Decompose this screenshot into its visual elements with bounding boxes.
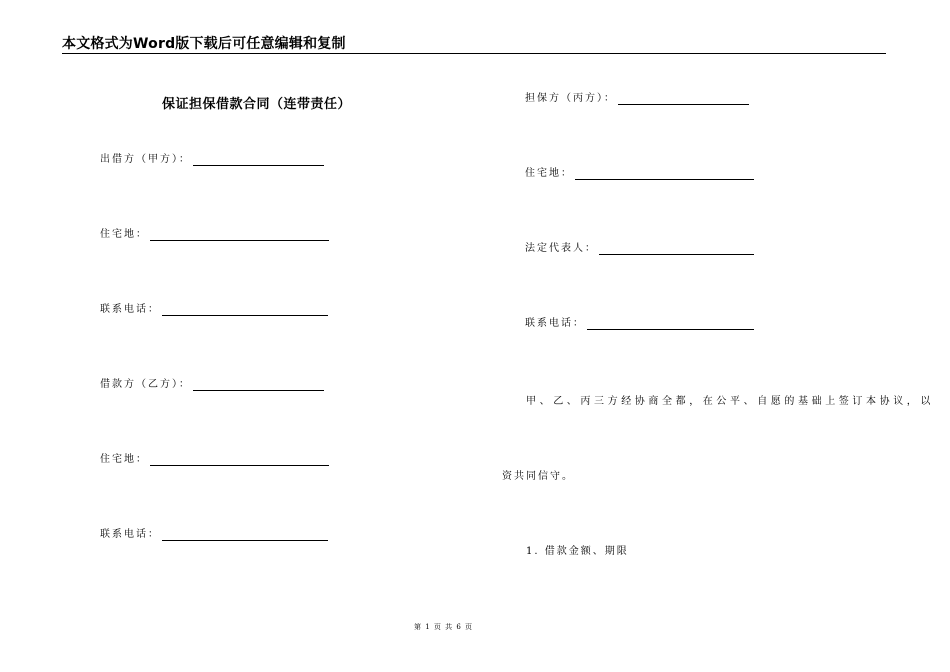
guarantor-label: 担保方（丙方）： <box>525 93 616 104</box>
lender-phone-blank-line[interactable] <box>162 305 328 316</box>
legal-representative-field <box>525 243 754 255</box>
agreement-paragraph-line2: 资共同信守。 <box>502 471 574 482</box>
guarantor-phone-field <box>525 318 754 330</box>
page-number-footer: 第 1 页 共 6 页 <box>414 623 474 631</box>
lender-label: 出借方（甲方）： <box>100 154 191 165</box>
document-title: 保证担保借款合同（连带责任） <box>162 97 352 112</box>
guarantor-field <box>525 93 749 105</box>
legal-representative-label: 法定代表人： <box>525 243 597 254</box>
agreement-paragraph-line1: 甲、乙、丙三方经协商全都，在公平、自愿的基础上签订本协议，以 <box>526 396 934 407</box>
borrower-phone-field <box>100 529 328 541</box>
borrower-label: 借款方（乙方）： <box>100 379 191 390</box>
lender-address-field <box>100 229 329 241</box>
lender-blank-line[interactable] <box>193 155 324 166</box>
lender-phone-field <box>100 304 328 316</box>
lender-address-blank-line[interactable] <box>150 230 329 241</box>
lender-phone-label: 联系电话： <box>100 304 160 315</box>
borrower-address-field <box>100 454 329 466</box>
guarantor-address-label: 住宅地： <box>525 168 573 179</box>
borrower-blank-line[interactable] <box>193 380 324 391</box>
lender-address-label: 住宅地： <box>100 229 148 240</box>
section-heading-loan-amount-term: 1. 借款金额、期限 <box>526 546 629 557</box>
guarantor-phone-label: 联系电话： <box>525 318 585 329</box>
borrower-phone-blank-line[interactable] <box>162 530 328 541</box>
legal-representative-blank-line[interactable] <box>599 244 754 255</box>
borrower-field <box>100 379 324 391</box>
header-divider <box>62 53 886 54</box>
borrower-address-label: 住宅地： <box>100 454 148 465</box>
guarantor-address-field <box>525 168 754 180</box>
lender-field <box>100 154 324 166</box>
guarantor-blank-line[interactable] <box>618 94 749 105</box>
page-header: 本文格式为Word版下载后可任意编辑和复制 <box>62 36 346 52</box>
borrower-address-blank-line[interactable] <box>150 455 329 466</box>
guarantor-phone-blank-line[interactable] <box>587 319 754 330</box>
borrower-phone-label: 联系电话： <box>100 529 160 540</box>
guarantor-address-blank-line[interactable] <box>575 169 754 180</box>
